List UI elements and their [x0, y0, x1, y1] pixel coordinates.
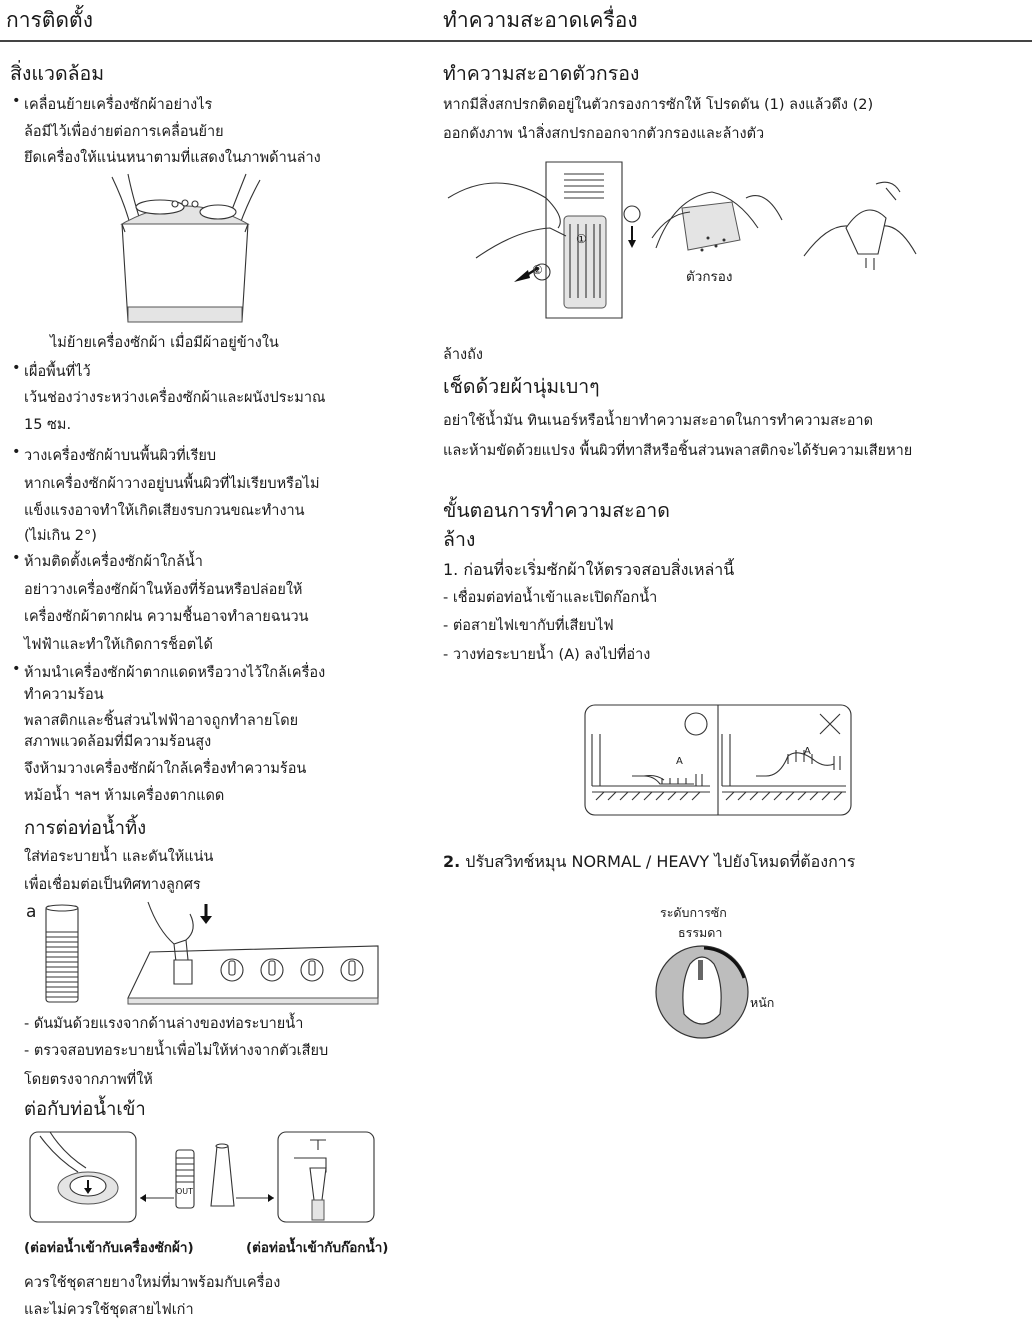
washing-machine-illustration: [100, 172, 270, 330]
heat-line2: สภาพแวดล้อมที่มีความร้อนสูง: [24, 734, 212, 750]
water-line3: ไฟฟ้าและทำให้เกิดการช็อตได้: [24, 637, 213, 653]
step2-marker: ②: [532, 263, 543, 277]
drain-connection-illustration: [128, 900, 380, 1004]
header-rule: [0, 40, 1032, 42]
level-bullet: • วางเครื่องซักผ้าบนพื้นผิวที่เรียบ: [24, 444, 216, 467]
inlet-note2: และไม่ควรใช้ชุดสายไฟเก่า: [24, 1302, 194, 1318]
step1-item1: - เชื่อมต่อท่อน้ำเข้าและเปิดก๊อกน้ำ: [443, 590, 658, 606]
drain-note2: - ตรวจสอบทอระบายน้ำเพื่อไม่ให้ห่างจากตัวเสียบ: [24, 1043, 329, 1059]
drain-heading: การต่อท่อน้ำทิ้ง: [24, 818, 147, 839]
drain-line1: ใส่ท่อระบายน้ำ และดันให้แน่น: [24, 849, 214, 865]
wash-level-knob[interactable]: [652, 944, 762, 1040]
section-title-installation: การติดตั้ง: [6, 8, 93, 32]
step2-text: ปรับสวิทช์หมุน NORMAL / HEAVY ไปยังโหมดที่ต้องการ: [460, 852, 856, 871]
space-line1: เว้นช่องว่างระหว่างเครื่องซักผ้าและผนังประมาณ: [24, 390, 326, 406]
hose-label-wrong: A: [804, 746, 811, 757]
step1-text: 1. ก่อนที่จะเริ่มซักผ้าให้ตรวจสอบสิ่งเหล่านี้: [443, 560, 735, 579]
heat-line4: หม้อน้ำ ฯลฯ ห้ามเครื่องตากแดด: [24, 788, 225, 804]
water-line2: เครื่องซักผ้าตากฝน ความชื้นอาจทำลายฉนวน: [24, 609, 309, 625]
step1-marker: ①: [576, 232, 587, 246]
environment-heading: สิ่งแวดล้อม: [10, 62, 105, 85]
water-bullet: • ห้ามติดตั้งเครื่องซักผ้าใกล้น้ำ: [24, 550, 203, 573]
move-caption: ไม่ย้ายเครื่องซักผ้า เมื่อมีผ้าอยู่ข้างใน: [50, 335, 279, 351]
step2-row: [443, 850, 855, 875]
filter-line2: ออกดังภาพ นำสิ่งสกปรกออกจากตัวกรองและล้างตัว: [443, 126, 765, 142]
drain-hose-placement-diagram: [584, 704, 854, 816]
level-line2: แข็งแรงอาจทำให้เกิดเสียงรบกวนขณะทำงาน: [24, 503, 305, 519]
step2-number: 2.: [443, 852, 461, 871]
water-line1: อย่าวางเครื่องซักผ้าในห้องที่ร้อนหรือปล่อยให้: [24, 582, 303, 598]
filter-removal-illustration: [446, 158, 916, 324]
space-bullet: • เผื่อพื้นที่ไว้: [24, 360, 91, 383]
move-line1: ล้อมีไว้เพื่อง่ายต่อการเคลื่อนย้าย: [24, 124, 224, 140]
level-line1: หากเครื่องซักผ้าวางอยู่บนพื้นผิวที่ไม่เรียบหรือไม่: [24, 476, 320, 492]
step1-item2: - ต่อสายไฟเขากับที่เสียบไฟ: [443, 618, 614, 634]
space-line2: 15 ซม.: [24, 417, 72, 433]
wipe-heading: เช็ดด้วยผ้านุ่มเบาๆ: [443, 375, 600, 398]
drain-hose-illustration: [42, 904, 82, 1004]
drain-line2: เพื่อเชื่อมต่อเป็นทิศทางลูกศร: [24, 877, 201, 893]
heat-bullet: • ห้ามนำเครื่องซักผ้าตากแดดหรือวางไว้ใกล้เครื่อง: [24, 661, 325, 684]
inlet-heading: ต่อกับท่อน้ำเข้า: [24, 1099, 146, 1120]
heat-line3: จึงห้ามวางเครื่องซักผ้าใกล้เครื่องทำความร้อน: [24, 761, 307, 777]
level-line3: (ไม่เกิน 2°): [24, 528, 97, 544]
inlet-note1: ควรใช้ชุดสายยางใหม่ที่มาพร้อมกับเครื่อง: [24, 1275, 281, 1291]
filter-label: ตัวกรอง: [686, 269, 733, 285]
drain-note1: - ดันมันด้วยแรงจากด้านล่างของท่อระบายน้ำ: [24, 1016, 304, 1032]
inlet-caption-tap: (ต่อท่อน้ำเข้ากับก๊อกน้ำ): [246, 1240, 389, 1256]
section-title-cleaning: ทำความสะอาดเครื่อง: [443, 8, 638, 32]
inlet-hose-illustration: [26, 1128, 378, 1228]
filter-line1: หากมีสิ่งสกปรกติดอยู่ในตัวกรองการซักให้ โปรดดัน (1) ลงแล้วดึง (2): [443, 97, 874, 113]
heat-bullet-line2: ทำความร้อน: [24, 687, 104, 703]
knob-heavy-label: หนัก: [750, 995, 775, 1010]
move-bullet: • เคลื่อนย้ายเครื่องซักผ้าอย่างไร: [24, 93, 212, 116]
wipe-line2: และห้ามขัดด้วยแปรง พื้นผิวที่ทาสีหรือชิ้นส่วนพลาสติกจะได้รับความเสียหาย: [443, 443, 913, 459]
knob-title: ระดับการซัก: [660, 905, 727, 920]
tub-wash-caption: ล้างถัง: [443, 347, 483, 363]
step1-item3: - วางท่อระบายน้ำ (A) ลงไปที่อ่าง: [443, 647, 651, 663]
knob-normal-label: ธรรมดา: [678, 925, 723, 940]
heat-line1: พลาสติกและชิ้นส่วนไฟฟ้าอาจถูกทำลายโดย: [24, 713, 299, 729]
cleaning-steps-subheading: ล้าง: [443, 528, 476, 551]
inlet-caption-machine: (ต่อท่อน้ำเข้ากับเครื่องซักผ้า): [24, 1240, 194, 1256]
wipe-line1: อย่าใช้น้ำมัน ทินเนอร์หรือน้ำยาทำความสะอาดในการทำความสะอาด: [443, 413, 873, 429]
cleaning-steps-heading: ขั้นตอนการทำความสะอาด: [443, 499, 670, 522]
hose-label-correct: A: [676, 756, 683, 767]
out-label: OUT: [176, 1187, 194, 1196]
drain-figure-label: a: [26, 902, 37, 922]
filter-heading: ทำความสะอาดตัวกรอง: [443, 62, 640, 85]
move-line2: ยึดเครื่องให้แน่นหนาตามที่แสดงในภาพด้านล่าง: [24, 150, 321, 166]
drain-note3: โดยตรงจากภาพที่ให้: [24, 1072, 153, 1088]
